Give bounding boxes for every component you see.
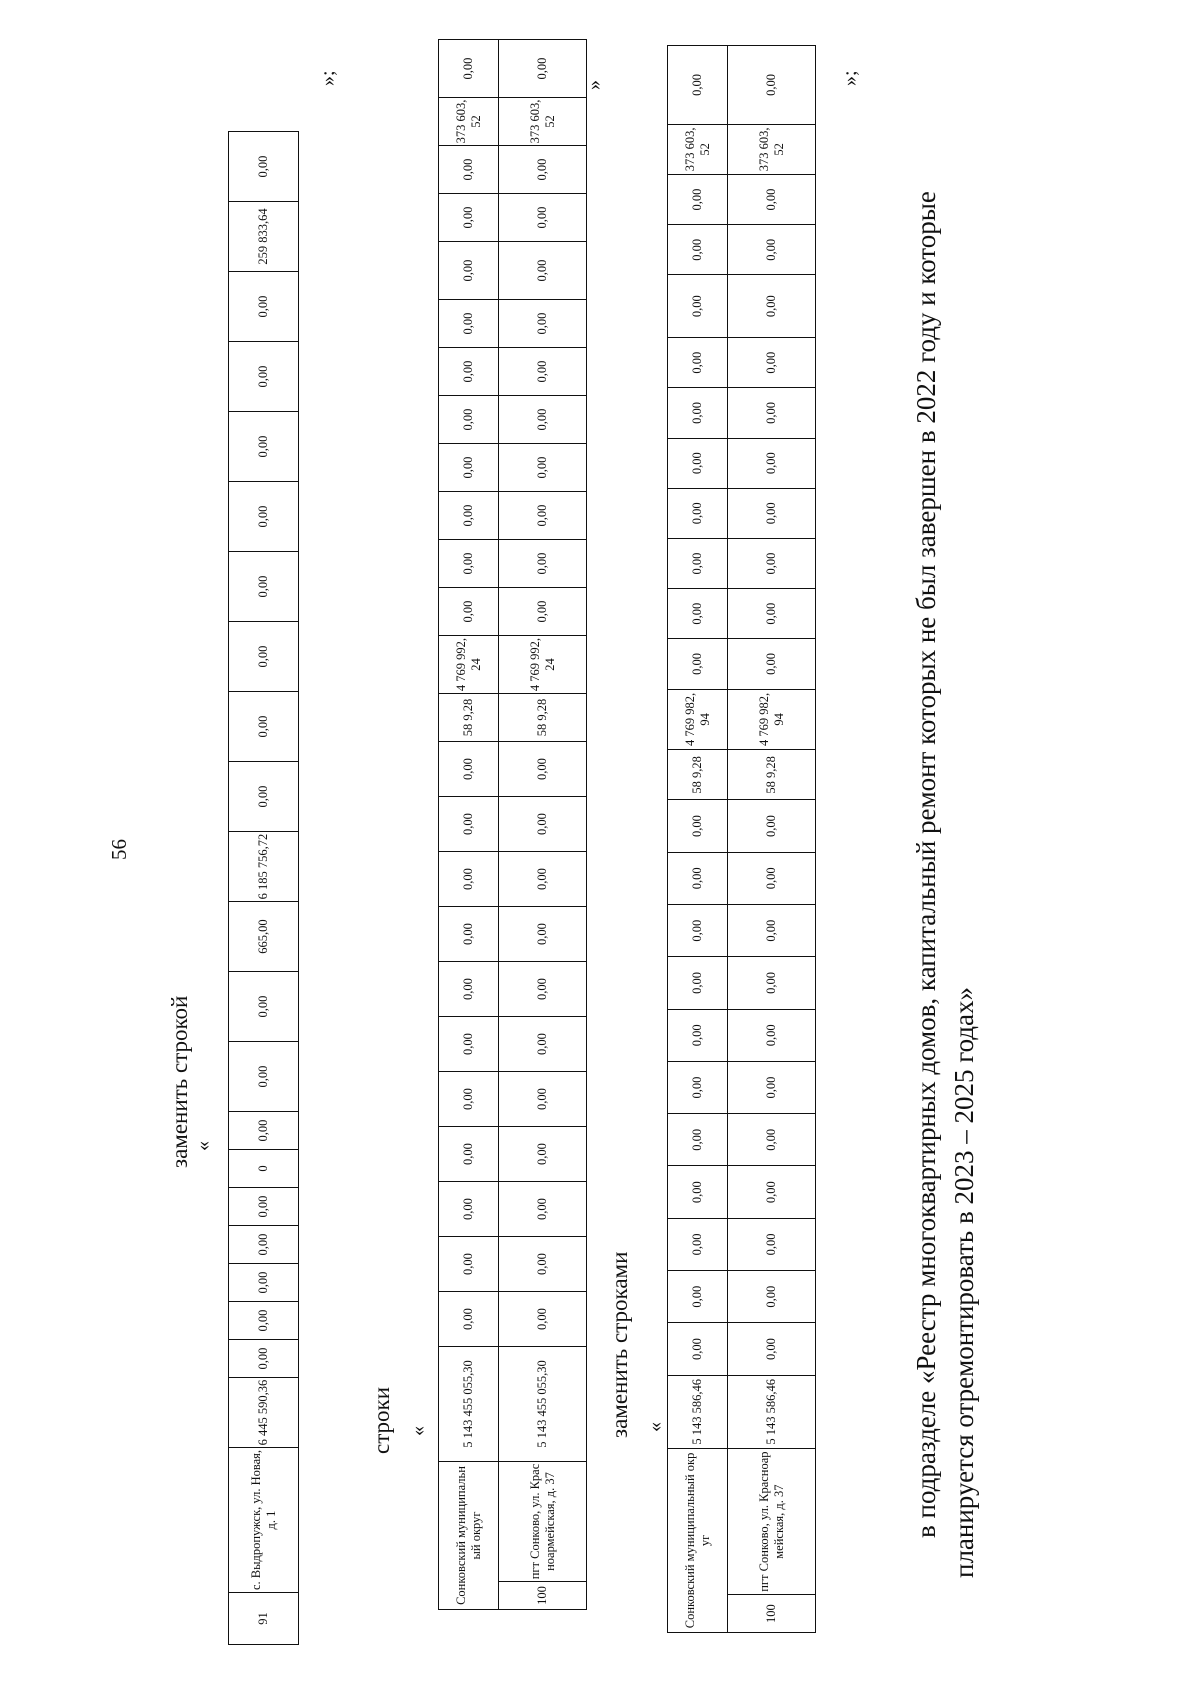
value-cell: 0,00: [668, 905, 728, 957]
value-cell: 0,00: [229, 1226, 299, 1264]
value-cell: 0,00: [728, 800, 816, 852]
value-cell: 0,00: [499, 194, 587, 242]
value-cell: 665,00: [229, 902, 299, 972]
row-number-cell: 100: [728, 1595, 816, 1633]
value-cell: 0,00: [668, 388, 728, 438]
value-cell: 0,00: [668, 225, 728, 275]
value-cell: 0,00: [499, 852, 587, 907]
value-cell: 0,00: [439, 962, 499, 1017]
value-cell: 0,00: [499, 907, 587, 962]
value-cell: 58 9,28: [668, 750, 728, 800]
value-cell: 0,00: [728, 905, 816, 957]
value-cell: 58 9,28: [499, 694, 587, 742]
value-cell: 0,00: [439, 1237, 499, 1292]
value-cell: 0,00: [728, 225, 816, 275]
value-cell: 5 143 586,46: [728, 1375, 816, 1448]
value-cell: 0,00: [499, 962, 587, 1017]
value-cell: 0,00: [499, 1127, 587, 1182]
value-cell: 0,00: [499, 348, 587, 396]
value-cell: 0,00: [728, 589, 816, 639]
value-cell: 0,00: [728, 1114, 816, 1166]
value-cell: 0,00: [499, 40, 587, 98]
value-cell: 0,00: [499, 1182, 587, 1237]
value-cell: 259 833,64: [229, 202, 299, 272]
value-cell: 0,00: [668, 1114, 728, 1166]
value-cell: 4 769 982,94: [668, 689, 728, 750]
value-cell: 0,00: [229, 1112, 299, 1150]
value-cell: 4 769 992,24: [439, 636, 499, 694]
value-cell: 0,00: [728, 538, 816, 588]
district-name-cell: Сонковский муниципальный округ: [668, 1448, 728, 1632]
value-cell: 0,00: [668, 174, 728, 224]
value-cell: 0,00: [668, 488, 728, 538]
value-cell: 0,00: [439, 1127, 499, 1182]
section2-open-quote: «: [407, 1426, 429, 1436]
value-cell: 58 9,28: [439, 694, 499, 742]
value-cell: 0,00: [499, 396, 587, 444]
value-cell: 4 769 992,24: [499, 636, 587, 694]
section1-table: [228, 131, 299, 1645]
value-cell: 0,00: [499, 300, 587, 348]
value-cell: 0,00: [728, 388, 816, 438]
house-row: [728, 46, 816, 1633]
value-cell: 0,00: [499, 444, 587, 492]
value-cell: 0,00: [728, 1218, 816, 1270]
value-cell: 0,00: [668, 957, 728, 1009]
value-cell: 5 143 455 055,30: [439, 1347, 499, 1462]
value-cell: 0,00: [229, 552, 299, 622]
value-cell: 6 185 756,72: [229, 832, 299, 902]
value-cell: 5 143 586,46: [668, 1375, 728, 1448]
value-cell: 0,00: [439, 444, 499, 492]
value-cell: 0,00: [499, 742, 587, 797]
value-cell: 0,00: [439, 40, 499, 98]
value-cell: 0,00: [439, 852, 499, 907]
section3-close-quote: »;: [839, 70, 861, 86]
section3-table: [667, 45, 816, 1633]
value-cell: 0,00: [439, 1072, 499, 1127]
section1-label: заменить строкой: [167, 995, 192, 1168]
value-cell: 0,00: [668, 589, 728, 639]
section2-close-quote: »: [583, 80, 605, 90]
value-cell: 0,00: [439, 797, 499, 852]
house-row: [499, 40, 587, 1610]
value-cell: 373 603,52: [668, 124, 728, 174]
value-cell: 0,00: [728, 1009, 816, 1061]
value-cell: 0,00: [728, 852, 816, 904]
value-cell: 0,00: [728, 1271, 816, 1323]
address-cell: пгт Сонково, ул. Красноармейская, д. 37: [728, 1448, 816, 1594]
value-cell: 0,00: [499, 797, 587, 852]
value-cell: 0,00: [728, 46, 816, 125]
value-cell: 0,00: [229, 1264, 299, 1302]
value-cell: 0,00: [668, 338, 728, 388]
value-cell: 0,00: [499, 540, 587, 588]
value-cell: 0,00: [668, 1323, 728, 1375]
district-row: [439, 40, 499, 1610]
value-cell: 0,00: [229, 272, 299, 342]
value-cell: 4 769 982,94: [728, 689, 816, 750]
value-cell: 0,00: [439, 540, 499, 588]
value-cell: 0,00: [229, 132, 299, 202]
value-cell: 0,00: [229, 692, 299, 762]
value-cell: 0,00: [439, 742, 499, 797]
row-number-cell: 100: [499, 1582, 587, 1610]
section2-table: [438, 39, 587, 1610]
value-cell: 0,00: [229, 1302, 299, 1340]
section3-open-quote: «: [644, 1422, 666, 1432]
value-cell: 0,00: [229, 622, 299, 692]
value-cell: 0,00: [668, 438, 728, 488]
value-cell: 0,00: [229, 1188, 299, 1226]
value-cell: 0,00: [728, 338, 816, 388]
value-cell: 0,00: [728, 1166, 816, 1218]
value-cell: 0,00: [439, 907, 499, 962]
value-cell: 0,00: [439, 492, 499, 540]
value-cell: 0,00: [439, 242, 499, 300]
value-cell: 373 603,52: [499, 98, 587, 146]
value-cell: 0,00: [229, 1340, 299, 1378]
value-cell: 0: [229, 1150, 299, 1188]
value-cell: 0,00: [499, 588, 587, 636]
value-cell: 0,00: [728, 1323, 816, 1375]
value-cell: 0,00: [728, 639, 816, 689]
section3-label: заменить строками: [607, 1251, 632, 1438]
value-cell: 0,00: [499, 1292, 587, 1347]
value-cell: 0,00: [499, 1072, 587, 1127]
footer-line-2: планируется отремонтировать в 2023 – 2025 годах»: [949, 986, 979, 1578]
value-cell: 91: [229, 1593, 299, 1645]
value-cell: 0,00: [439, 588, 499, 636]
value-cell: 0,00: [499, 1237, 587, 1292]
value-cell: 0,00: [499, 146, 587, 194]
value-cell: 0,00: [439, 1292, 499, 1347]
value-cell: 373 603,52: [439, 98, 499, 146]
value-cell: 5 143 455 055,30: [499, 1347, 587, 1462]
value-cell: 0,00: [229, 412, 299, 482]
value-cell: 0,00: [229, 972, 299, 1042]
district-row: [668, 46, 728, 1633]
section1-open-quote: «: [192, 1141, 214, 1151]
value-cell: 0,00: [499, 1017, 587, 1072]
value-cell: 0,00: [728, 174, 816, 224]
value-cell: 0,00: [668, 275, 728, 338]
value-cell: 0,00: [668, 1218, 728, 1270]
value-cell: 6 445 590,36: [229, 1378, 299, 1448]
value-cell: 0,00: [668, 1271, 728, 1323]
value-cell: 0,00: [499, 492, 587, 540]
value-cell: 0,00: [439, 1017, 499, 1072]
value-cell: 0,00: [229, 1042, 299, 1112]
value-cell: 0,00: [668, 852, 728, 904]
value-cell: 0,00: [668, 800, 728, 852]
value-cell: 0,00: [439, 396, 499, 444]
address-cell: пгт Сонково, ул. Красноармейская, д. 37: [499, 1462, 587, 1582]
page-number: 56: [107, 839, 131, 860]
value-cell: 0,00: [668, 1166, 728, 1218]
value-cell: 0,00: [668, 1009, 728, 1061]
value-cell: 0,00: [668, 639, 728, 689]
value-cell: 0,00: [439, 194, 499, 242]
value-cell: 0,00: [439, 146, 499, 194]
value-cell: 0,00: [499, 242, 587, 300]
value-cell: 0,00: [728, 1061, 816, 1113]
section2-label: строки: [369, 1386, 394, 1454]
value-cell: 0,00: [728, 488, 816, 538]
district-name-cell: Сонковский муниципальный округ: [439, 1462, 499, 1610]
value-cell: 0,00: [728, 275, 816, 338]
value-cell: 58 9,28: [728, 750, 816, 800]
value-cell: 0,00: [439, 300, 499, 348]
value-cell: 0,00: [728, 957, 816, 1009]
value-cell: 0,00: [668, 1061, 728, 1113]
value-cell: 373 603,52: [728, 124, 816, 174]
address-cell: с. Выдропужск, ул. Новая, д. 1: [229, 1448, 299, 1593]
value-cell: 0,00: [439, 1182, 499, 1237]
value-cell: 0,00: [668, 538, 728, 588]
value-cell: 0,00: [728, 438, 816, 488]
value-cell: 0,00: [229, 762, 299, 832]
value-cell: 0,00: [668, 46, 728, 125]
value-cell: 0,00: [229, 482, 299, 552]
footer-line-1: в подразделе «Реестр многоквартирных домов, капитальный ремонт которых не был завершен в 2022 году и которые: [911, 191, 941, 1538]
table-row: [229, 132, 299, 1645]
value-cell: 0,00: [229, 342, 299, 412]
value-cell: 0,00: [439, 348, 499, 396]
section1-close-quote: »;: [317, 70, 339, 86]
